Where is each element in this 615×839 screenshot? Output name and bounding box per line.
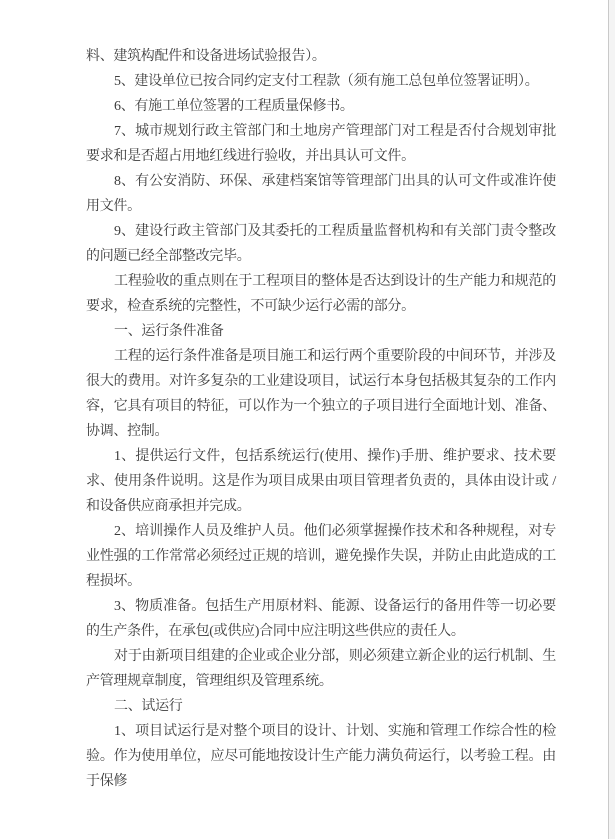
section-heading: 一、运行条件准备 xyxy=(114,324,224,339)
section-heading: 二、试运行 xyxy=(114,699,183,714)
paragraph: 9、建设行政主管部门及其委托的工程质量监督机构和有关部门责令整改的问题已经全部整改完毕。 xyxy=(86,224,556,264)
document-content xyxy=(86,44,556,794)
page-right-edge xyxy=(608,0,615,839)
paragraph: 1、提供运行文件，包括系统运行(使用、操作)手册、维护要求、技术要求、使用条件说明。这是作为项目成果由项目管理者负责的，具体由设计或 / 和设备供应商承担并完成。 xyxy=(86,449,556,514)
paragraph: 对于由新项目组建的企业或企业分部，则必须建立新企业的运行机制、生产管理规章制度，管理组织及管理系统。 xyxy=(86,649,556,689)
paragraph: 3、物质准备。包括生产用原材料、能源、设备运行的备用件等一切必要的生产条件，在承包(或供应)合同中应注明这些供应的责任人。 xyxy=(86,599,556,639)
paragraph: 5、建设单位已按合同约定支付工程款（须有施工总包单位签署证明）。 xyxy=(114,74,539,89)
paragraph: 2、培训操作人员及维护人员。他们必须掌握操作技术和各种规程，对专业性强的工作常常必须经过正规的培训，避免操作失误，并防止由此造成的工程损坏。 xyxy=(86,524,556,589)
paragraph: 8、有公安消防、环保、承建档案馆等管理部门出具的认可文件或准许使用文件。 xyxy=(86,174,556,214)
paragraph: 1、项目试运行是对整个项目的设计、计划、实施和管理工作综合性的检验。作为使用单位，应尽可能地按设计生产能力满负荷运行，以考验工程。由于保修 xyxy=(86,724,556,789)
paragraph: 6、有施工单位签署的工程质量保修书。 xyxy=(114,99,354,114)
paragraph: 料、建筑构配件和设备进场试验报告）。 xyxy=(86,49,326,64)
paragraph: 7、城市规划行政主管部门和土地房产管理部门对工程是否付合规划审批要求和是否超占用地红线进行验收，并出具认可文件。 xyxy=(86,124,556,164)
paragraph: 工程的运行条件准备是项目施工和运行两个重要阶段的中间环节，并涉及很大的费用。对许多复杂的工业建设项目，试运行本身包括极其复杂的工作内容，它具有项目的特征，可以作为一个独立的子项目进行全面地计划、准备、协调、控制。 xyxy=(86,349,556,439)
paragraph: 工程验收的重点则在于工程项目的整体是否达到设计的生产能力和规范的要求，检查系统的完整性，不可缺少运行必需的部分。 xyxy=(86,274,556,314)
